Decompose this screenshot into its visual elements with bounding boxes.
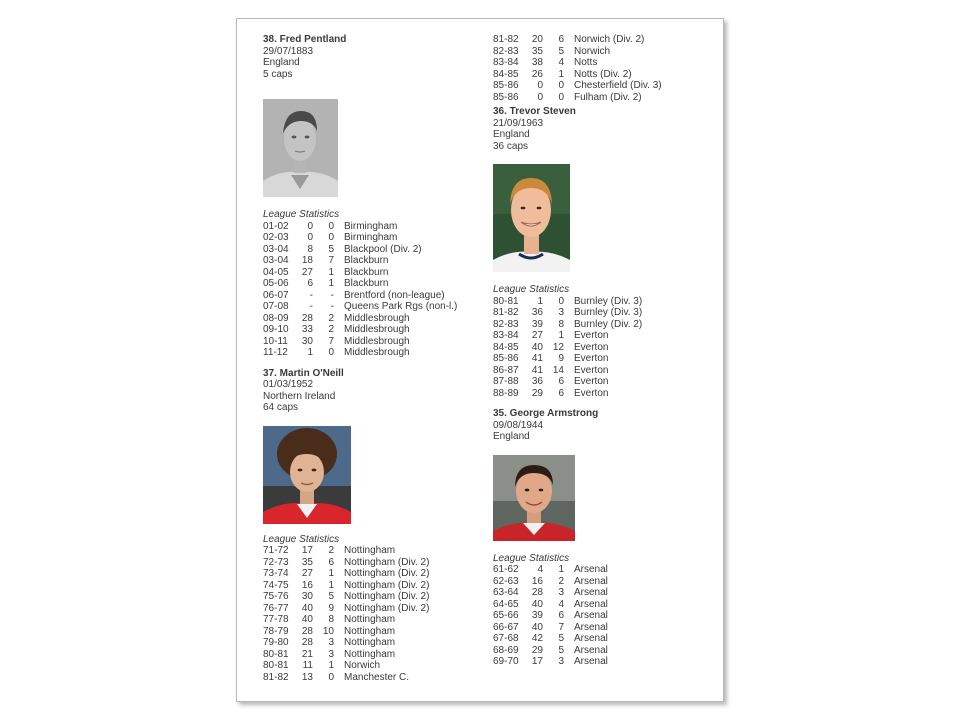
photo-armstrong bbox=[493, 455, 575, 541]
goals-cell: 0 bbox=[558, 91, 564, 103]
season-cell: 81-82 bbox=[493, 34, 519, 45]
stat-row bbox=[493, 296, 713, 308]
goals-cell: 12 bbox=[552, 341, 564, 353]
club-cell: Nottingham bbox=[344, 648, 396, 660]
club-cell: Burnley (Div. 3) bbox=[574, 295, 643, 307]
club-cell: Arsenal bbox=[574, 656, 608, 667]
goals-cell: 4 bbox=[558, 598, 564, 610]
club-cell: Notts (Div. 2) bbox=[574, 68, 632, 80]
goals-cell: 3 bbox=[328, 637, 334, 648]
stat-row bbox=[263, 568, 483, 580]
stats-title-pentland: League Statistics bbox=[263, 209, 340, 220]
goals-cell: 3 bbox=[558, 587, 564, 598]
club-cell: Notts bbox=[574, 57, 598, 68]
season-cell: 66-67 bbox=[493, 621, 519, 633]
stats-table-pentland bbox=[263, 221, 483, 359]
season-cell: 01-02 bbox=[263, 220, 289, 232]
season-cell: 81-82 bbox=[493, 307, 519, 318]
stat-row bbox=[263, 290, 483, 302]
goals-cell: 3 bbox=[558, 307, 564, 318]
goals-cell: 4 bbox=[558, 57, 564, 68]
stat-row bbox=[263, 545, 483, 557]
stats-table-armstrong bbox=[493, 564, 713, 668]
stat-row bbox=[263, 347, 483, 359]
stats-title-armstrong: League Statistics bbox=[493, 552, 570, 564]
club-cell: Middlesbrough bbox=[344, 324, 410, 335]
season-cell: 88-89 bbox=[493, 387, 519, 399]
stat-row bbox=[263, 336, 483, 348]
season-cell: 83-84 bbox=[493, 330, 519, 341]
stat-row bbox=[493, 46, 713, 58]
apps-cell: 0 bbox=[537, 91, 543, 103]
goals-cell: 3 bbox=[328, 648, 334, 660]
goals-cell: 6 bbox=[558, 610, 564, 621]
stat-row bbox=[263, 301, 483, 313]
stat-row bbox=[493, 576, 713, 588]
season-cell: 87-88 bbox=[493, 376, 519, 387]
season-cell: 83-84 bbox=[493, 57, 519, 68]
apps-cell: 21 bbox=[301, 648, 313, 660]
goals-cell: 9 bbox=[328, 602, 334, 614]
season-cell: 04-05 bbox=[263, 266, 289, 278]
goals-cell: 2 bbox=[328, 545, 334, 556]
goals-cell: 7 bbox=[558, 621, 564, 633]
stat-row bbox=[493, 622, 713, 634]
stat-row bbox=[493, 330, 713, 342]
stat-row bbox=[493, 69, 713, 81]
season-cell: 82-83 bbox=[493, 45, 519, 57]
stat-row bbox=[493, 319, 713, 331]
stat-row bbox=[493, 645, 713, 657]
apps-cell: 27 bbox=[531, 330, 543, 341]
apps-cell: 41 bbox=[531, 364, 543, 376]
stat-row bbox=[493, 92, 713, 104]
apps-cell: 17 bbox=[531, 656, 543, 667]
goals-cell: 5 bbox=[328, 243, 334, 255]
apps-cell: 18 bbox=[301, 255, 313, 266]
photo-oneill bbox=[263, 426, 351, 524]
photo-pentland bbox=[263, 99, 338, 197]
apps-cell: 38 bbox=[531, 57, 543, 68]
goals-cell: 1 bbox=[558, 564, 564, 575]
stat-row bbox=[263, 313, 483, 325]
season-cell: 03-04 bbox=[263, 243, 289, 255]
stat-row bbox=[263, 221, 483, 233]
season-cell: 61-62 bbox=[493, 564, 519, 575]
stat-row bbox=[493, 365, 713, 377]
goals-cell: 8 bbox=[328, 614, 334, 625]
goals-cell: 1 bbox=[328, 660, 334, 671]
apps-cell: 0 bbox=[307, 232, 313, 243]
apps-cell: 40 bbox=[531, 598, 543, 610]
goals-cell: 1 bbox=[328, 266, 334, 278]
club-cell: Arsenal bbox=[574, 587, 608, 598]
apps-cell: 40 bbox=[531, 621, 543, 633]
stat-row bbox=[493, 342, 713, 354]
club-cell: Nottingham (Div. 2) bbox=[344, 556, 430, 568]
goals-cell: 6 bbox=[558, 34, 564, 45]
apps-cell: 0 bbox=[307, 220, 313, 232]
apps-cell: 28 bbox=[531, 587, 543, 598]
club-cell: Burnley (Div. 2) bbox=[574, 318, 643, 330]
apps-cell: 40 bbox=[301, 614, 313, 625]
stat-row bbox=[263, 660, 483, 672]
apps-cell: 28 bbox=[301, 625, 313, 637]
apps-cell: 35 bbox=[301, 556, 313, 568]
apps-cell: 1 bbox=[307, 347, 313, 358]
goals-cell: 1 bbox=[328, 278, 334, 289]
season-cell: 86-87 bbox=[493, 364, 519, 376]
stat-row bbox=[493, 587, 713, 599]
club-cell: Everton bbox=[574, 364, 609, 376]
apps-cell: 41 bbox=[531, 353, 543, 364]
stat-row bbox=[263, 324, 483, 336]
apps-cell: 35 bbox=[531, 45, 543, 57]
club-cell: Arsenal bbox=[574, 575, 608, 587]
goals-cell: 2 bbox=[328, 324, 334, 335]
right-column bbox=[493, 34, 713, 668]
season-cell: 78-79 bbox=[263, 625, 289, 637]
stat-row bbox=[493, 353, 713, 365]
season-cell: 74-75 bbox=[263, 579, 289, 591]
stat-row bbox=[263, 649, 483, 661]
player-name-steven: 36. Trevor Steven bbox=[493, 106, 576, 117]
stats-table-steven bbox=[493, 296, 713, 400]
player-country-pentland: England bbox=[263, 57, 300, 68]
goals-cell: 2 bbox=[328, 312, 334, 324]
player-dob-armstrong: 09/08/1944 bbox=[493, 419, 544, 431]
apps-cell: 30 bbox=[301, 335, 313, 347]
goals-cell: 8 bbox=[558, 318, 564, 330]
club-cell: Nottingham (Div. 2) bbox=[344, 568, 430, 579]
club-cell: Blackpool (Div. 2) bbox=[344, 243, 422, 255]
season-cell: 85-86 bbox=[493, 91, 519, 103]
goals-cell: 0 bbox=[558, 80, 564, 91]
club-cell: Arsenal bbox=[574, 564, 608, 575]
goals-cell: 2 bbox=[558, 575, 564, 587]
season-cell: 09-10 bbox=[263, 324, 289, 335]
club-cell: Norwich bbox=[344, 660, 381, 671]
apps-cell: 27 bbox=[301, 568, 313, 579]
player-country-oneill: Northern Ireland bbox=[263, 390, 336, 402]
season-cell: 79-80 bbox=[263, 637, 289, 648]
goals-cell: 3 bbox=[558, 656, 564, 667]
player-caps-pentland: 5 caps bbox=[263, 68, 293, 80]
stat-row bbox=[263, 278, 483, 290]
apps-cell: - bbox=[309, 289, 313, 301]
season-cell: 02-03 bbox=[263, 232, 289, 243]
goals-cell: 1 bbox=[558, 330, 564, 341]
goals-cell: 0 bbox=[328, 671, 334, 683]
apps-cell: 36 bbox=[531, 307, 543, 318]
stat-row bbox=[493, 564, 713, 576]
apps-cell: 30 bbox=[301, 591, 313, 602]
stat-row bbox=[263, 591, 483, 603]
club-cell: Chesterfield (Div. 3) bbox=[574, 80, 662, 91]
left-column bbox=[263, 34, 483, 683]
stat-row bbox=[493, 80, 713, 92]
club-cell: Blackburn bbox=[344, 278, 389, 289]
goals-cell: 0 bbox=[558, 295, 564, 307]
apps-cell: 17 bbox=[301, 545, 313, 556]
club-cell: Queens Park Rgs (non-l.) bbox=[344, 301, 458, 312]
club-cell: Middlesbrough bbox=[344, 335, 410, 347]
goals-cell: 1 bbox=[328, 568, 334, 579]
stat-row bbox=[263, 255, 483, 267]
stat-row bbox=[493, 34, 713, 46]
club-cell: Arsenal bbox=[574, 644, 608, 656]
club-cell: Arsenal bbox=[574, 621, 608, 633]
goals-cell: 0 bbox=[328, 232, 334, 243]
club-cell: Arsenal bbox=[574, 633, 608, 644]
season-cell: 07-08 bbox=[263, 301, 289, 312]
club-cell: Everton bbox=[574, 376, 609, 387]
stat-row bbox=[263, 626, 483, 638]
season-cell: 63-64 bbox=[493, 587, 519, 598]
apps-cell: 29 bbox=[531, 644, 543, 656]
player-name-armstrong: 35. George Armstrong bbox=[493, 408, 599, 419]
stats-title-steven: League Statistics bbox=[493, 284, 570, 295]
apps-cell: 6 bbox=[307, 278, 313, 289]
player-caps-oneill: 64 caps bbox=[263, 402, 299, 413]
stats-title-oneill: League Statistics bbox=[263, 533, 340, 545]
goals-cell: 6 bbox=[328, 556, 334, 568]
player-dob-pentland: 29/07/1883 bbox=[263, 45, 314, 57]
club-cell: Fulham (Div. 2) bbox=[574, 91, 642, 103]
season-cell: 80-81 bbox=[493, 295, 519, 307]
apps-cell: - bbox=[309, 301, 313, 312]
goals-cell: 6 bbox=[558, 387, 564, 399]
club-cell: Nottingham bbox=[344, 625, 396, 637]
club-cell: Birmingham bbox=[344, 220, 398, 232]
apps-cell: 13 bbox=[301, 671, 313, 683]
apps-cell: 39 bbox=[531, 318, 543, 330]
goals-cell: 0 bbox=[328, 220, 334, 232]
club-cell: Nottingham bbox=[344, 614, 396, 625]
club-cell: Everton bbox=[574, 330, 609, 341]
season-cell: 80-81 bbox=[263, 648, 289, 660]
club-cell: Norwich (Div. 2) bbox=[574, 34, 645, 45]
club-cell: Norwich bbox=[574, 45, 611, 57]
season-cell: 84-85 bbox=[493, 341, 519, 353]
season-cell: 84-85 bbox=[493, 68, 519, 80]
apps-cell: 27 bbox=[301, 266, 313, 278]
season-cell: 65-66 bbox=[493, 610, 519, 621]
goals-cell: - bbox=[330, 301, 334, 312]
club-cell: Nottingham (Div. 2) bbox=[344, 579, 430, 591]
goals-cell: 7 bbox=[328, 255, 334, 266]
club-cell: Nottingham (Div. 2) bbox=[344, 602, 430, 614]
stat-row bbox=[493, 633, 713, 645]
stat-row bbox=[493, 376, 713, 388]
goals-cell: 5 bbox=[558, 45, 564, 57]
club-cell: Birmingham bbox=[344, 232, 398, 243]
season-cell: 67-68 bbox=[493, 633, 519, 644]
season-cell: 81-82 bbox=[263, 671, 289, 683]
goals-cell: 5 bbox=[328, 591, 334, 602]
stat-row bbox=[263, 580, 483, 592]
season-cell: 05-06 bbox=[263, 278, 289, 289]
player-name-pentland: 38. Fred Pentland bbox=[263, 34, 347, 45]
stat-row bbox=[263, 603, 483, 615]
club-cell: Manchester C. bbox=[344, 671, 410, 683]
goals-cell: 14 bbox=[552, 364, 564, 376]
player-dob-oneill: 01/03/1952 bbox=[263, 379, 314, 390]
player-name-oneill: 37. Martin O'Neill bbox=[263, 367, 344, 379]
goals-cell: 0 bbox=[328, 347, 334, 358]
stat-row bbox=[493, 610, 713, 622]
apps-cell: 0 bbox=[537, 80, 543, 91]
goals-cell: 1 bbox=[558, 68, 564, 80]
club-cell: Nottingham (Div. 2) bbox=[344, 591, 430, 602]
club-cell: Blackburn bbox=[344, 255, 389, 266]
stat-row bbox=[493, 57, 713, 69]
club-cell: Blackburn bbox=[344, 266, 389, 278]
stat-row bbox=[263, 244, 483, 256]
season-cell: 85-86 bbox=[493, 80, 519, 91]
club-cell: Everton bbox=[574, 387, 609, 399]
goals-cell: 9 bbox=[558, 353, 564, 364]
stat-row bbox=[263, 267, 483, 279]
season-cell: 73-74 bbox=[263, 568, 289, 579]
season-cell: 10-11 bbox=[263, 335, 288, 347]
stats-table-oneill bbox=[263, 545, 483, 683]
season-cell: 62-63 bbox=[493, 575, 519, 587]
season-cell: 08-09 bbox=[263, 312, 289, 324]
stat-row bbox=[493, 599, 713, 611]
goals-cell: 5 bbox=[558, 633, 564, 644]
stat-row bbox=[493, 307, 713, 319]
stat-row bbox=[493, 388, 713, 400]
stat-row bbox=[263, 614, 483, 626]
club-cell: Nottingham bbox=[344, 545, 396, 556]
club-cell: Arsenal bbox=[574, 610, 608, 621]
goals-cell: 7 bbox=[328, 335, 334, 347]
club-cell: Arsenal bbox=[574, 598, 608, 610]
apps-cell: 1 bbox=[537, 295, 543, 307]
club-cell: Everton bbox=[574, 341, 609, 353]
apps-cell: 40 bbox=[531, 341, 543, 353]
season-cell: 82-83 bbox=[493, 318, 519, 330]
apps-cell: 20 bbox=[531, 34, 543, 45]
club-cell: Brentford (non-league) bbox=[344, 289, 445, 301]
apps-cell: 33 bbox=[301, 324, 313, 335]
stat-row bbox=[493, 656, 713, 668]
season-cell: 11-12 bbox=[263, 347, 288, 358]
goals-cell: 6 bbox=[558, 376, 564, 387]
goals-cell: 10 bbox=[322, 625, 334, 637]
stat-row bbox=[263, 232, 483, 244]
club-cell: Middlesbrough bbox=[344, 312, 410, 324]
season-cell: 06-07 bbox=[263, 289, 289, 301]
photo-steven bbox=[493, 164, 570, 272]
apps-cell: 16 bbox=[531, 575, 543, 587]
document-page bbox=[236, 18, 724, 702]
apps-cell: 16 bbox=[301, 579, 313, 591]
apps-cell: 36 bbox=[531, 376, 543, 387]
stat-row bbox=[263, 557, 483, 569]
stat-row bbox=[263, 637, 483, 649]
stats-table-oneill-continued bbox=[493, 34, 713, 103]
season-cell: 76-77 bbox=[263, 602, 289, 614]
apps-cell: 26 bbox=[531, 68, 543, 80]
season-cell: 71-72 bbox=[263, 545, 289, 556]
season-cell: 72-73 bbox=[263, 556, 289, 568]
apps-cell: 11 bbox=[302, 660, 313, 671]
apps-cell: 29 bbox=[531, 387, 543, 399]
apps-cell: 40 bbox=[301, 602, 313, 614]
season-cell: 85-86 bbox=[493, 353, 519, 364]
apps-cell: 39 bbox=[531, 610, 543, 621]
apps-cell: 28 bbox=[301, 637, 313, 648]
club-cell: Nottingham bbox=[344, 637, 396, 648]
club-cell: Everton bbox=[574, 353, 609, 364]
player-dob-steven: 21/09/1963 bbox=[493, 117, 544, 129]
goals-cell: 1 bbox=[328, 579, 334, 591]
player-country-steven: England bbox=[493, 129, 530, 140]
apps-cell: 28 bbox=[301, 312, 313, 324]
goals-cell: 5 bbox=[558, 644, 564, 656]
apps-cell: 4 bbox=[537, 564, 543, 575]
apps-cell: 8 bbox=[307, 243, 313, 255]
stat-row bbox=[263, 672, 483, 684]
club-cell: Burnley (Div. 3) bbox=[574, 307, 643, 318]
season-cell: 77-78 bbox=[263, 614, 289, 625]
season-cell: 75-76 bbox=[263, 591, 289, 602]
season-cell: 64-65 bbox=[493, 598, 519, 610]
player-country-armstrong: England bbox=[493, 431, 530, 442]
apps-cell: 42 bbox=[531, 633, 543, 644]
season-cell: 69-70 bbox=[493, 656, 519, 667]
goals-cell: - bbox=[330, 289, 334, 301]
player-caps-steven: 36 caps bbox=[493, 140, 529, 152]
season-cell: 68-69 bbox=[493, 644, 519, 656]
club-cell: Middlesbrough bbox=[344, 347, 410, 358]
season-cell: 03-04 bbox=[263, 255, 289, 266]
season-cell: 80-81 bbox=[263, 660, 289, 671]
